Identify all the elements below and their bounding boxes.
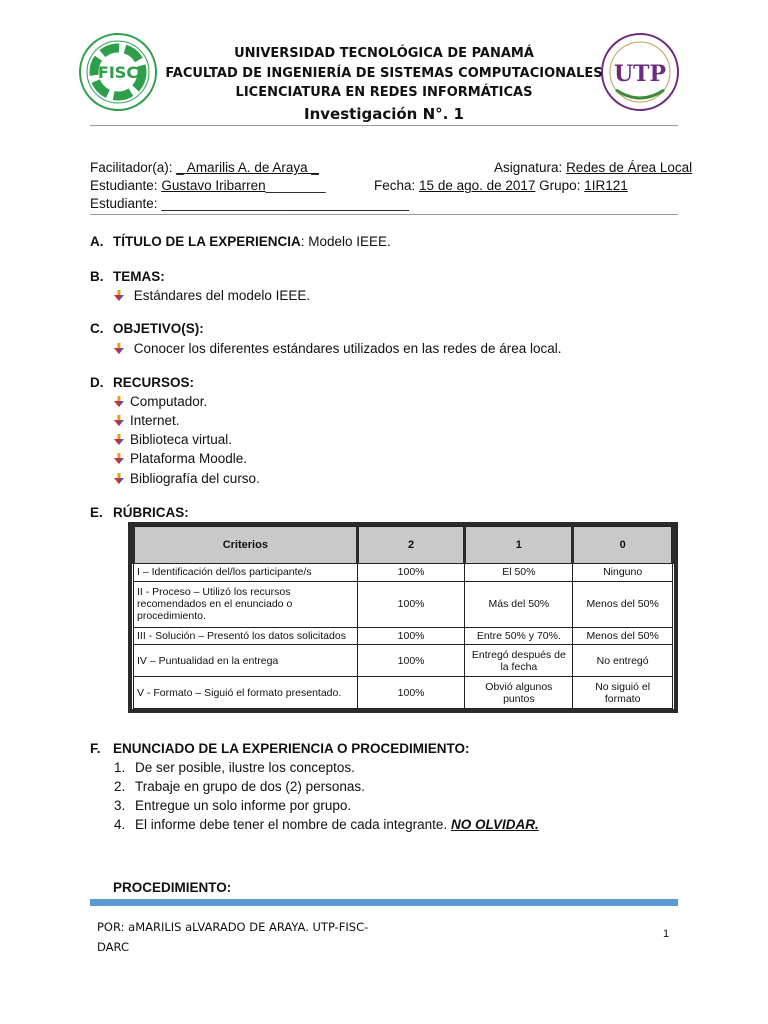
- section-c-letter: C.: [90, 321, 104, 336]
- list-item: [114, 341, 562, 356]
- university-name: UNIVERSIDAD TECNOLÓGICA DE PANAMÁ: [234, 46, 534, 61]
- table-row: [134, 564, 673, 582]
- item-number: 2.: [114, 779, 126, 794]
- arrow-bullet-icon: [114, 471, 130, 486]
- emphasis-text: NO OLVIDAR.: [450, 817, 539, 832]
- section-d-letter: D.: [90, 375, 104, 390]
- table-cell: II - Proceso – Utilizó los recursos recomendados en el enunciado o procedimiento.: [134, 581, 358, 627]
- facilitador-value: _ Amarilis A. de Araya _: [176, 160, 319, 175]
- svg-text:FISC: FISC: [97, 63, 139, 82]
- estudiante1-blank: ________: [265, 178, 326, 193]
- table-cell: Más del 50%: [465, 581, 573, 627]
- table-cell: Entregó después de la fecha: [465, 645, 573, 677]
- header-divider: [90, 125, 678, 126]
- table-cell: No entregó: [573, 645, 673, 677]
- estudiante2-label: Estudiante:: [90, 196, 158, 211]
- list-item: [114, 798, 351, 813]
- section-e-label: RÚBRICAS:: [113, 505, 189, 520]
- rubric-table: [128, 522, 678, 713]
- table-cell: Entre 50% y 70%.: [465, 627, 573, 645]
- table-cell: 100%: [357, 564, 465, 582]
- item-number: 1.: [114, 760, 126, 775]
- table-header-row: [134, 527, 673, 564]
- section-c: [90, 321, 204, 336]
- section-e: [90, 505, 189, 520]
- item-text: Trabaje en grupo de dos (2) personas.: [135, 779, 365, 794]
- table-cell: El 50%: [465, 564, 573, 582]
- grupo-value: 1IR121: [584, 178, 628, 193]
- table-cell: 100%: [357, 677, 465, 709]
- recurso-item: Biblioteca virtual.: [130, 432, 233, 447]
- section-a: [90, 234, 391, 249]
- footer-author: POR: aMARILIS aLVARADO DE ARAYA. UTP-FISC-DARC: [97, 920, 369, 954]
- list-item: [114, 432, 232, 447]
- section-d: [90, 375, 194, 390]
- asignatura-value: Redes de Área Local: [566, 160, 693, 175]
- procedimiento-label: PROCEDIMIENTO:: [113, 880, 232, 895]
- estudiante1-label: Estudiante:: [90, 178, 158, 193]
- recurso-item: Plataforma Moodle.: [130, 451, 248, 466]
- section-d-label: RECURSOS:: [113, 375, 195, 390]
- table-cell: I – Identificación del/los participante/s: [134, 564, 358, 582]
- table-cell: Ninguno: [573, 564, 673, 582]
- estudiante2-value: _________________________________: [161, 196, 410, 211]
- table-cell: V - Formato – Siguió el formato presentado.: [134, 677, 358, 709]
- degree-name: LICENCIATURA EN REDES INFORMÁTICAS: [235, 85, 533, 100]
- table-cell: No siguió el formato: [573, 677, 673, 709]
- estudiante1-value: Gustavo Iribarren: [161, 178, 266, 193]
- svg-text:UTP: UTP: [613, 61, 667, 87]
- section-a-letter: A.: [90, 234, 104, 249]
- item-text: De ser posible, ilustre los conceptos.: [135, 760, 355, 775]
- list-item: [114, 471, 260, 486]
- arrow-bullet-icon: [114, 451, 130, 466]
- document-title: Investigación N°. 1: [304, 105, 464, 123]
- section-c-label: OBJETIVO(S):: [113, 321, 204, 336]
- table-cell: 100%: [357, 627, 465, 645]
- table-cell: Obvió algunos puntos: [465, 677, 573, 709]
- column-header: 1: [465, 527, 573, 564]
- table-cell: Menos del 50%: [573, 581, 673, 627]
- list-item: [114, 817, 539, 832]
- estudiante1-line: [90, 178, 326, 193]
- table-cell: 100%: [357, 581, 465, 627]
- arrow-bullet-icon: [114, 288, 130, 303]
- section-b-letter: B.: [90, 269, 104, 284]
- table-cell: III - Solución – Presentó los datos solicitados: [134, 627, 358, 645]
- item-text: El informe debe tener el nombre de cada integrante.: [135, 817, 448, 832]
- section-b-label: TEMAS:: [113, 269, 165, 284]
- item-number: 4.: [114, 817, 126, 832]
- arrow-bullet-icon: [114, 341, 130, 356]
- recurso-item: Computador.: [130, 394, 208, 409]
- table-cell: Menos del 50%: [573, 627, 673, 645]
- section-f-label: ENUNCIADO DE LA EXPERIENCIA O PROCEDIMIENTO:: [113, 741, 470, 756]
- section-b: [90, 269, 165, 284]
- asignatura-line: [494, 160, 692, 175]
- table-cell: IV – Puntualidad en la entrega: [134, 645, 358, 677]
- table-row: [134, 581, 673, 627]
- procedimiento-heading: [113, 880, 231, 895]
- table-row: [134, 627, 673, 645]
- page-number: 1: [663, 928, 670, 940]
- temas-item: Estándares del modelo IEEE.: [133, 288, 311, 303]
- section-f: [90, 741, 470, 756]
- section-a-text: : Modelo IEEE.: [300, 234, 391, 249]
- column-header: Criterios: [134, 527, 358, 564]
- list-item: [114, 394, 207, 409]
- column-header: 2: [357, 527, 465, 564]
- list-item: [114, 779, 365, 794]
- section-e-letter: E.: [90, 505, 103, 520]
- column-header: 0: [573, 527, 673, 564]
- info-divider: [90, 214, 678, 215]
- item-text: Entregue un solo informe por grupo.: [135, 798, 352, 813]
- section-a-label: TÍTULO DE LA EXPERIENCIA: [113, 234, 301, 249]
- table-row: [134, 677, 673, 709]
- grupo-label: Grupo:: [539, 178, 581, 193]
- estudiante2-line: [90, 196, 409, 211]
- fecha-value: 15 de ago. de 2017: [419, 178, 536, 193]
- section-f-letter: F.: [90, 741, 101, 756]
- list-item: [114, 451, 247, 466]
- recurso-item: Internet.: [130, 413, 180, 428]
- table-cell: 100%: [357, 645, 465, 677]
- arrow-bullet-icon: [114, 394, 130, 409]
- facilitador-label: Facilitador(a):: [90, 160, 173, 175]
- faculty-name: FACULTAD DE INGENIERÍA DE SISTEMAS COMPUTACIONALES: [165, 66, 603, 81]
- facilitador-line: [90, 160, 319, 175]
- arrow-bullet-icon: [114, 432, 130, 447]
- arrow-bullet-icon: [114, 413, 130, 428]
- item-number: 3.: [114, 798, 126, 813]
- asignatura-label: Asignatura:: [494, 160, 563, 175]
- footer-bar: [90, 899, 678, 906]
- list-item: [114, 288, 310, 303]
- table-row: [134, 645, 673, 677]
- recurso-item: Bibliografía del curso.: [130, 471, 260, 486]
- list-item: [114, 760, 355, 775]
- list-item: [114, 413, 180, 428]
- fecha-label: Fecha:: [374, 178, 416, 193]
- objetivo-item: Conocer los diferentes estándares utilizados en las redes de área local.: [133, 341, 562, 356]
- fecha-grupo-line: [374, 178, 628, 193]
